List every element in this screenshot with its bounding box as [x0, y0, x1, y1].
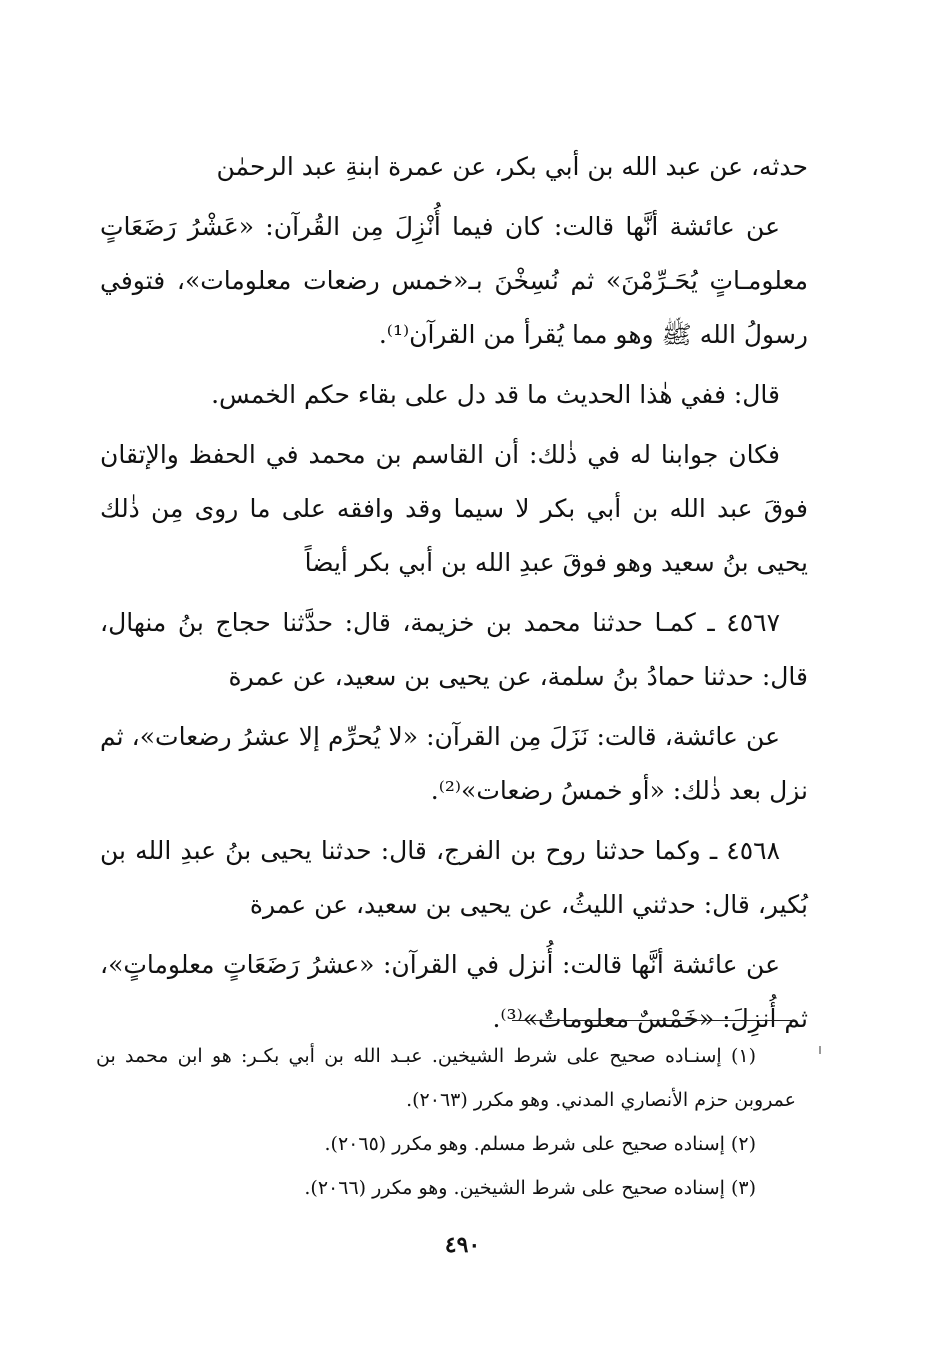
footnote-1: (١) إسنـاده صحيح على شرط الشيخين. عبـد الله بن أبي بكـر: هو ابن محمد بن عمروبن حزم الأنصاري المدني. وهو مكرر (٢٠٦٣).	[96, 1045, 796, 1111]
paragraph-3: قال: ففي هٰذا الحديث ما قد دل على بقاء حكم الخمس.	[211, 380, 780, 409]
paragraph-6: عن عائشة، قالت: نَزَلَ مِن القرآن: «لا يُحرِّم إلا عشرُ رضعات»، ثم نزل بعد ذٰلك: «أو خمسُ رضعات»⁽²⁾.	[100, 722, 808, 805]
paragraph-2: عن عائشة أنَّها قالت: كان فيما أُنْزِلَ مِن القُرآن: «عَشْرُ رَضَعَاتٍ معلومـاتٍ يُحَـرِّمْنَ» ثم نُسِخْنَ بـ«خمس رضعات معلومات»، فتوفي رسولُ الله ﷺ وهو مما يُقرأ من القرآن⁽¹⁾.	[100, 212, 808, 349]
hadith-4568: ٤٥٦٨ ـ وكما حدثنا روح بن الفرج، قال: حدثنا يحيى بنُ عبدِ الله بن بُكير، قال: حدثني الليثُ، عن يحيى بن سعيد، عن عمرة	[100, 836, 808, 919]
margin-mark	[819, 1046, 821, 1054]
footnote-separator	[512, 1020, 796, 1021]
footnotes	[96, 1034, 796, 1210]
footnote-3: (٣) إسناده صحيح على شرط الشيخين. وهو مكرر (٢٠٦٦).	[304, 1177, 756, 1199]
page-number: ٤٩٠	[444, 1232, 481, 1258]
paragraph-8: عن عائشة أنَّها قالت: أُنزل في القرآن: «عشرُ رَضَعَاتٍ معلوماتٍ»، ثم أُنزِلَ: «خَمْسٌ معلوماتٌ»⁽³⁾.	[100, 950, 808, 1033]
footnote-2: (٢) إسناده صحيح على شرط مسلم. وهو مكرر (٢٠٦٥).	[324, 1133, 756, 1155]
hadith-4567: ٤٥٦٧ ـ كمـا حدثنا محمد بن خزيمة، قال: حدَّثنا حجاج بنُ منهال، قال: حدثنا حمادُ بنُ سلمة، عن يحيى بن سعيد، عن عمرة	[100, 608, 808, 691]
paragraph-4: فكان جوابنا له في ذٰلك: أن القاسم بن محمد في الحفظ والإتقان فوقَ عبد الله بن أبي بكر لا سيما وقد وافقه على ما روى مِن ذٰلك يحيى بنُ سعيد وهو فوقَ عبدِ الله بن أبي بكر أيضاً	[100, 440, 808, 577]
main-text	[100, 140, 808, 1052]
paragraph-1: حدثه، عن عبد الله بن أبي بكر، عن عمرة ابنةِ عبد الرحمٰن	[216, 152, 808, 181]
